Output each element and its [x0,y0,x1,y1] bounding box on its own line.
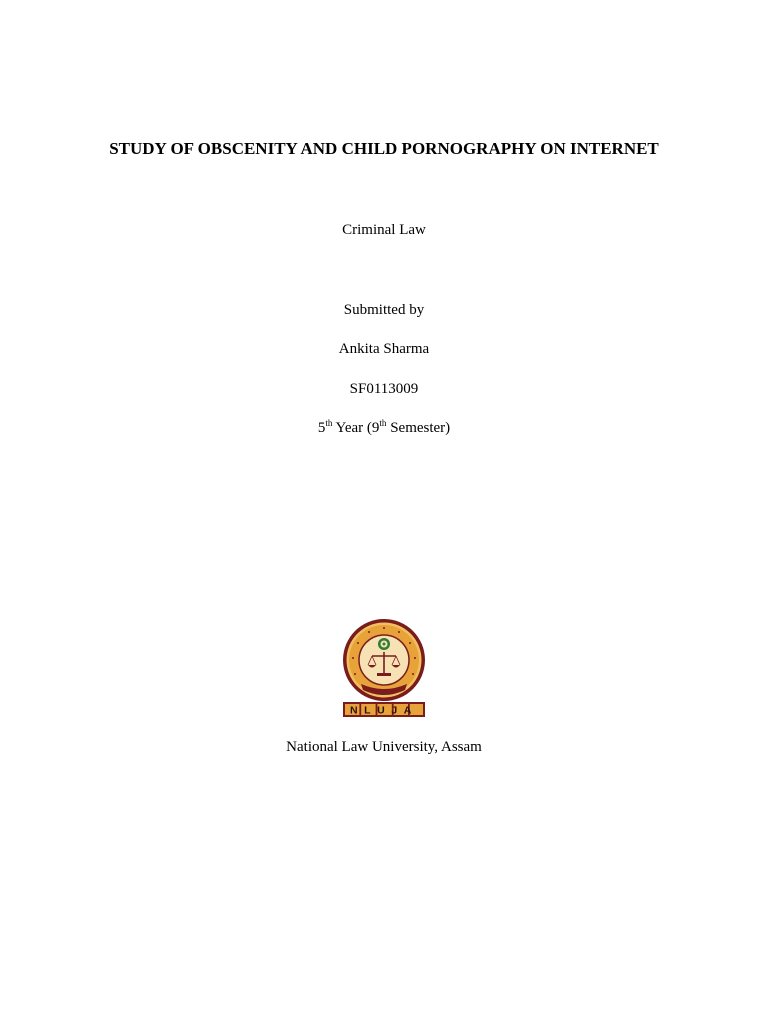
year-number: 5 [317,420,326,436]
subject-name: Criminal Law [342,222,426,238]
year-semester [0,419,768,437]
semester-text: Semester) [386,420,451,436]
university-name: National Law University, Assam [286,739,482,755]
logo-wordmark: NLUJA [349,704,419,717]
semester-number: 9 [371,420,380,436]
year-ordinal: th [325,418,333,428]
university-seal-icon [341,616,427,718]
year-text: Year ( [332,420,372,436]
document-title: STUDY OF OBSCENITY AND CHILD PORNOGRAPHY ON INTERNET [109,139,659,158]
submitted-by-label: Submitted by [343,302,425,318]
university-logo [341,616,427,718]
semester-ordinal: th [379,418,387,428]
roll-number: SF0113009 [349,381,419,397]
author-name: Ankita Sharma [338,341,430,357]
